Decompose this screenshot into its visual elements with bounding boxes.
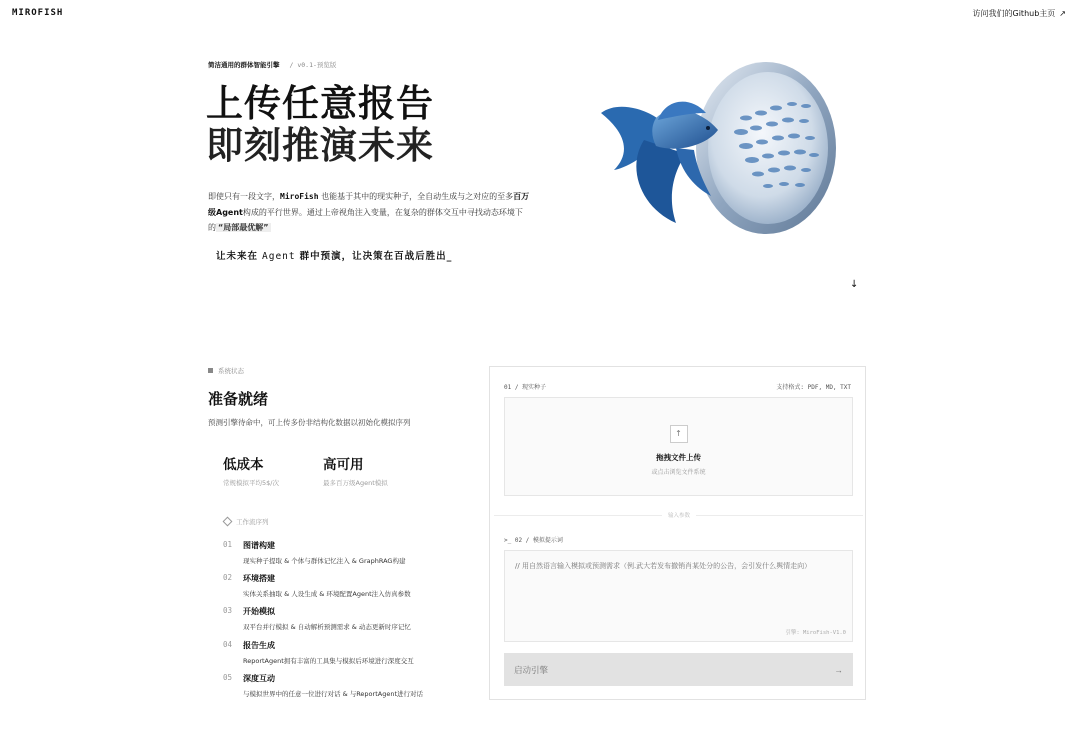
step-title: 报告生成 bbox=[243, 641, 275, 650]
github-link[interactable] bbox=[973, 8, 1066, 19]
hero-title-line2: 即刻推演未来 bbox=[206, 124, 434, 167]
desc-bold: 百万级Agent bbox=[208, 192, 530, 217]
metric-sub: 常规模拟平均5$/次 bbox=[223, 479, 279, 487]
ready-title: 准备就绪 bbox=[208, 390, 269, 408]
workflow-step bbox=[223, 673, 423, 698]
status-square-icon bbox=[208, 368, 213, 373]
supported-formats: 支持格式: PDF, MD, TXT bbox=[776, 384, 851, 391]
step-number: 03 bbox=[223, 606, 233, 615]
step-desc: 双平台并行模拟 & 自动解析预测需求 & 动态更新时序记忆 bbox=[243, 623, 411, 631]
workflow-label bbox=[224, 517, 269, 526]
desc-text-3: 构成的平行世界。通过上帝视角注入变量，在复杂的群体交互中寻找动态环境下的 bbox=[208, 207, 523, 232]
console-card bbox=[489, 366, 866, 700]
step-number: 04 bbox=[223, 640, 233, 649]
diamond-icon bbox=[223, 517, 233, 527]
arrow-down-icon[interactable]: ↓ bbox=[850, 279, 859, 290]
workflow-step bbox=[223, 573, 411, 598]
prompt-box bbox=[504, 550, 853, 642]
hero-slogan bbox=[216, 248, 452, 262]
system-status-label bbox=[208, 366, 244, 375]
workflow-step bbox=[223, 606, 411, 631]
step-desc: 现实种子提取 & 个体与群体记忆注入 & GraphRAG构建 bbox=[243, 557, 406, 565]
desc-brand: MiroFish bbox=[280, 192, 319, 201]
version-badge: / v0.1-预览版 bbox=[289, 61, 337, 69]
step-title: 深度互动 bbox=[243, 674, 275, 683]
step-title: 环境搭建 bbox=[243, 574, 275, 583]
start-engine-button[interactable] bbox=[504, 653, 853, 686]
step-desc: 与模拟世界中的任意一位进行对话 & 与ReportAgent进行对话 bbox=[243, 690, 423, 698]
step-desc: ReportAgent拥有丰富的工具集与模拟后环境进行深度交互 bbox=[243, 657, 414, 665]
upload-subtitle: 或点击浏览文件系统 bbox=[651, 469, 706, 476]
workflow-label-text: 工作流序列 bbox=[236, 518, 269, 526]
step-title: 开始模拟 bbox=[243, 607, 275, 616]
metric-value: 低成本 bbox=[223, 457, 264, 473]
workflow-step bbox=[223, 640, 414, 665]
fish-mirror-illustration bbox=[596, 58, 846, 234]
slogan-agent: Agent bbox=[262, 251, 296, 262]
start-engine-label: 启动引擎 bbox=[514, 664, 549, 675]
desc-text-1: 即使只有一段文字， bbox=[208, 192, 280, 201]
hero-tag: 简洁通用的群体智能引擎 bbox=[208, 61, 280, 69]
arrow-up-icon[interactable]: ↑ bbox=[670, 425, 688, 443]
metric-low-cost bbox=[223, 453, 279, 487]
upload-dropzone[interactable] bbox=[504, 397, 853, 496]
slogan-part-a: 让未来在 bbox=[216, 251, 259, 262]
desc-highlight: “局部最优解” bbox=[218, 223, 269, 232]
system-status-text: 系统状态 bbox=[218, 367, 244, 375]
brand-logo[interactable]: MIROFISH bbox=[12, 8, 64, 18]
workflow-step bbox=[223, 540, 405, 565]
seed-label: 01 / 现实种子 bbox=[504, 384, 547, 391]
hero-description bbox=[208, 189, 533, 236]
metric-sub: 最多百万级Agent模拟 bbox=[323, 479, 388, 487]
metric-high-availability bbox=[323, 453, 388, 487]
hero-title-line1: 上传任意报告 bbox=[206, 82, 434, 125]
metric-value: 高可用 bbox=[323, 457, 364, 473]
top-bar bbox=[0, 0, 1080, 28]
ready-description: 预测引擎待命中，可上传多份非结构化数据以初始化模拟序列 bbox=[208, 418, 411, 427]
hero-tag-row bbox=[208, 60, 336, 69]
hero-title bbox=[206, 83, 434, 167]
arrow-right-icon: → bbox=[834, 664, 843, 675]
arrow-up-right-icon: ↗ bbox=[1059, 9, 1066, 18]
slogan-part-b: 群中预演，让决策在百战后胜出_ bbox=[299, 251, 453, 262]
step-number: 05 bbox=[223, 673, 233, 682]
upload-title: 拖拽文件上传 bbox=[656, 453, 701, 462]
step-desc: 实体关系抽取 & 人设生成 & 环境配置Agent注入仿真参数 bbox=[243, 590, 411, 598]
step-number: 02 bbox=[223, 573, 233, 582]
prompt-label: >_ 02 / 模拟提示词 bbox=[504, 537, 563, 544]
desc-text-2: 也能基于其中的现实种子，全自动生成与之对应的至多 bbox=[318, 192, 514, 201]
step-number: 01 bbox=[223, 540, 233, 549]
step-title: 图谱构建 bbox=[243, 541, 275, 550]
github-link-label: 访问我们的Github主页 bbox=[972, 9, 1056, 18]
divider-label: 输入参数 bbox=[662, 511, 696, 519]
engine-version: 引擎: MiroFish-V1.0 bbox=[785, 630, 846, 636]
